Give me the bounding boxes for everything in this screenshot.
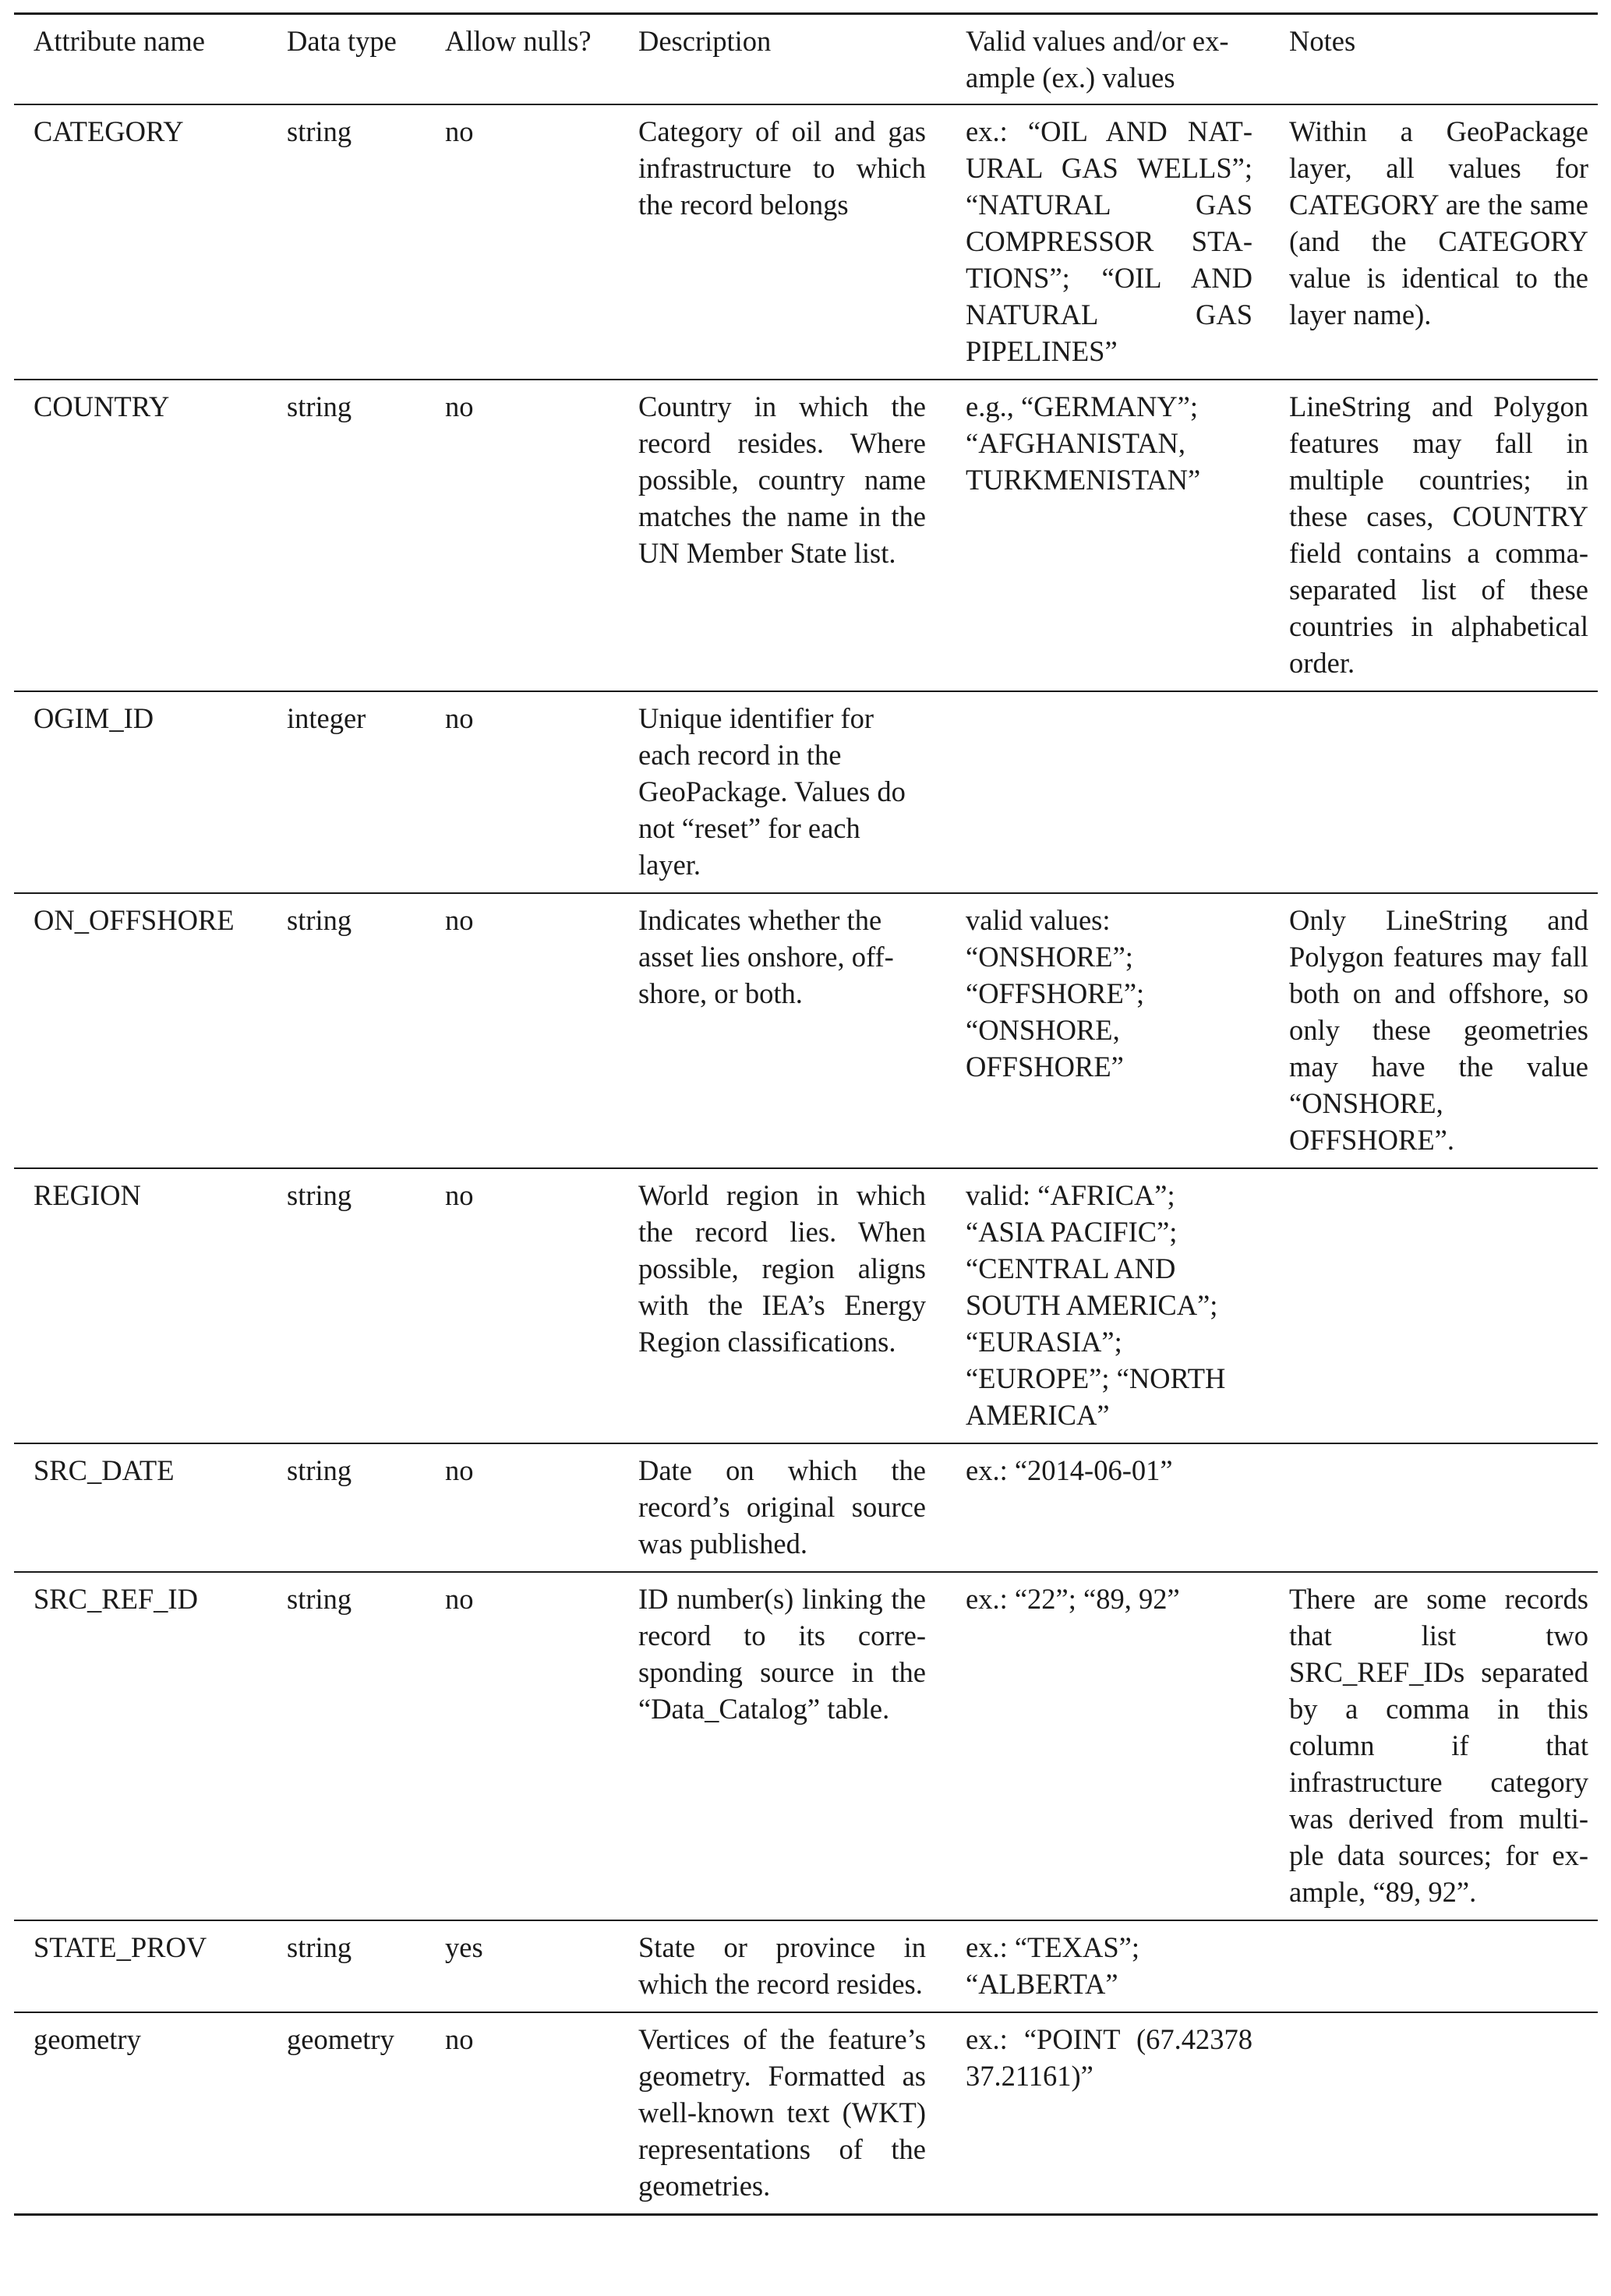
allow-nulls-cell: yes	[445, 1931, 483, 1963]
table-row	[14, 691, 1598, 893]
header-allow-nulls: Allow nulls?	[445, 25, 592, 57]
data-type-cell: string	[287, 1583, 352, 1615]
table-row	[14, 893, 1598, 1168]
allow-nulls-cell: no	[445, 1454, 474, 1486]
notes-cell: Within a GeoPackage layer, all values for CATEGORY are the same (and the CATEGORY value is identical to the layer name).	[1289, 115, 1588, 330]
valid-values-cell: ex.: “2014-06-01”	[966, 1454, 1173, 1486]
document-page	[14, 12, 1598, 2216]
attribute-name-cell: OGIM_ID	[34, 702, 154, 734]
data-type-cell: string	[287, 904, 352, 936]
table-row	[14, 1920, 1598, 2012]
description-cell: State or province in which the record resides.	[638, 1931, 926, 2000]
description-cell: ID number(s) linking the record to its corresponding source in the “Data_Catalog” table.	[638, 1583, 926, 1725]
attribute-name-cell: COUNTRY	[34, 390, 170, 422]
allow-nulls-cell: no	[445, 904, 474, 936]
allow-nulls-cell: no	[445, 2023, 474, 2055]
valid-values-cell: ex.: “POINT (67.42378 37.21161)”	[966, 2023, 1252, 2092]
table-row	[14, 380, 1598, 691]
table-header-row	[14, 14, 1598, 105]
notes-cell: There are some records that list two SRC_REF_IDs separated by a comma in this column if that infrastructure category was derived from multiple data sources; for example, “89, 92”.	[1289, 1583, 1588, 1908]
data-type-cell: string	[287, 1179, 352, 1211]
table-row	[14, 1572, 1598, 1920]
description-cell: Vertices of the feature’s geometry. Formatted as well-known text (WKT) representations of the geometries.	[638, 2023, 926, 2202]
description-cell: Indicates whether the asset lies onshore, offshore, or both.	[638, 904, 894, 1009]
notes-cell	[1270, 691, 1598, 893]
valid-values-cell: ex.: “OIL AND NATURAL GAS WELLS”; “NATURAL GAS COMPRESSOR STATIONS”; “OIL AND NATURAL GAS PIPELINES”	[966, 115, 1252, 367]
data-type-cell: string	[287, 1454, 352, 1486]
attribute-name-cell: ON_OFFSHORE	[34, 904, 235, 936]
valid-values-cell: e.g., “GERMANY”; “AFGHANISTAN, TURKMENISTAN”	[966, 390, 1201, 496]
allow-nulls-cell: no	[445, 1179, 474, 1211]
table-row	[14, 2012, 1598, 2215]
attribute-name-cell: geometry	[34, 2023, 141, 2055]
attribute-name-cell: CATEGORY	[34, 115, 184, 147]
valid-values-cell: ex.: “22”; “89, 92”	[966, 1583, 1180, 1615]
valid-values-cell: valid: “AFRICA”; “ASIA PACIFIC”; “CENTRAL AND SOUTH AMERICA”; “EURASIA”; “EUROPE”; “NORTH AMERICA”	[966, 1179, 1226, 1431]
allow-nulls-cell: no	[445, 1583, 474, 1615]
description-cell: Category of oil and gas infrastructure to which the record belongs	[638, 115, 926, 221]
allow-nulls-cell: no	[445, 702, 474, 734]
table-row	[14, 104, 1598, 380]
attribute-name-cell: SRC_DATE	[34, 1454, 175, 1486]
data-type-cell: string	[287, 115, 352, 147]
notes-cell	[1270, 1168, 1598, 1443]
description-cell: Date on which the record’s original source was published.	[638, 1454, 926, 1560]
notes-cell: LineString and Polygon features may fall in multiple countries; in these cases, COUNTRY field contains a comma-separated list of these countries in alphabetical order.	[1289, 390, 1588, 679]
notes-cell: Only LineString and Polygon features may fall both on and offshore, so only these geometries may have the value “ONSHORE, OFFSHORE”.	[1289, 904, 1588, 1156]
attribute-name-cell: STATE_PROV	[34, 1931, 207, 1963]
valid-values-cell	[946, 691, 1270, 893]
header-description: Description	[638, 25, 772, 57]
header-valid-values: Valid values and/or example (ex.) values	[966, 25, 1229, 94]
notes-cell	[1270, 1443, 1598, 1572]
table-row	[14, 1168, 1598, 1443]
data-type-cell: string	[287, 1931, 352, 1963]
header-data-type: Data type	[287, 25, 397, 57]
header-attribute-name: Attribute name	[34, 25, 205, 57]
valid-values-cell: valid values: “ONSHORE”; “OFFSHORE”; “ONSHORE, OFFSHORE”	[966, 904, 1145, 1083]
valid-values-cell: ex.: “TEXAS”; “ALBERTA”	[966, 1931, 1139, 2000]
data-type-cell: integer	[287, 702, 366, 734]
description-cell: Country in which the record resides. Where possible, country name matches the name in the UN Member State list.	[638, 390, 926, 569]
attribute-name-cell: SRC_REF_ID	[34, 1583, 198, 1615]
attribute-name-cell: REGION	[34, 1179, 141, 1211]
header-notes: Notes	[1289, 25, 1356, 57]
allow-nulls-cell: no	[445, 115, 474, 147]
notes-cell	[1270, 1920, 1598, 2012]
attribute-table	[14, 12, 1598, 2216]
data-type-cell: geometry	[287, 2023, 394, 2055]
description-cell: World region in which the record lies. When possible, region aligns with the IEA’s Energy Region classifications.	[638, 1179, 926, 1358]
description-cell: Unique identifier for each record in the GeoPackage. Values do not “reset” for each layer.	[638, 702, 906, 881]
table-row	[14, 1443, 1598, 1572]
notes-cell	[1270, 2012, 1598, 2215]
allow-nulls-cell: no	[445, 390, 474, 422]
data-type-cell: string	[287, 390, 352, 422]
